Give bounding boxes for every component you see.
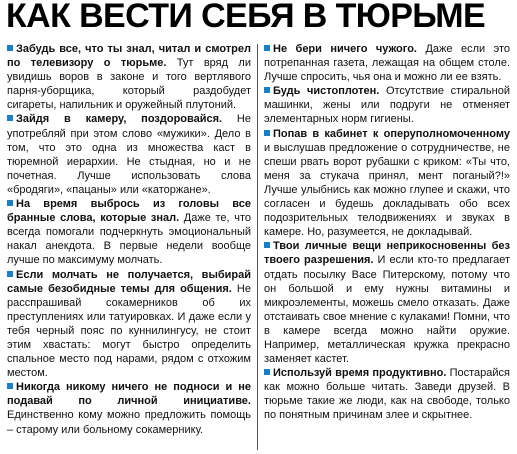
tip-paragraph	[264, 84, 510, 126]
tip-body: Даже те, что всегда помогали подчеркнуть эмоциональный накал анекдота. В первые недели вообще лучше по максимуму молчать.	[7, 212, 251, 267]
square-bullet-icon	[264, 130, 270, 136]
square-bullet-icon	[264, 87, 270, 93]
tip-body: Тут вряд ли увидишь воров в законе и того вертлявого парня-уборщика, который раздобудет сигареты, напильник и оружейный плутоний.	[7, 57, 251, 112]
tip-lead: Забудь все, что ты знал, читал и смотрел по телевизору о тюрьме.	[7, 43, 251, 70]
tip-body: Не расспрашивай сокамерников об их преступлениях или татуировках. И даже если у тебя черный пояс по куннилингусу, не стоит этим хвастать: могут быстро определить спальное место под нарами, рядом с отхожим местом.	[7, 282, 251, 380]
tip-lead: Зайдя в камеру, поздоровайся.	[16, 113, 223, 126]
square-bullet-icon	[7, 45, 13, 51]
right-column	[264, 42, 510, 423]
tip-lead: Твои личные вещи неприкосновенны без твоего разрешения.	[264, 240, 510, 267]
tip-paragraph	[264, 42, 510, 84]
tip-lead: Будь чистоплотен.	[273, 85, 380, 98]
tip-lead: Не бери ничего чужого.	[273, 43, 417, 55]
square-bullet-icon	[264, 45, 270, 51]
headline: КАК ВЕСТИ СЕБЯ В ТЮРЬМЕ	[6, 0, 486, 35]
tip-paragraph	[264, 239, 510, 366]
square-bullet-icon	[7, 383, 13, 389]
tip-paragraph	[7, 268, 251, 381]
tip-lead: Если молчать не получается, выбирай самые безобидные темы для общения.	[7, 268, 251, 295]
tip-lead: На время выбрось из головы все бранные слова, которые знал.	[7, 198, 251, 225]
square-bullet-icon	[7, 115, 13, 121]
tip-paragraph	[7, 112, 251, 197]
tip-lead: Никогда никому ничего не подноси и не подавай по личной инициативе.	[7, 381, 251, 408]
square-bullet-icon	[7, 200, 13, 206]
tip-body: Даже если это потрепанная газета, лежащая на общем столе. Лучше спросить, чья она и можно ли ее взять.	[264, 43, 510, 84]
tip-paragraph	[7, 380, 251, 436]
left-column	[7, 42, 251, 437]
tip-lead: Используй время продуктивно.	[273, 367, 447, 380]
tip-paragraph	[264, 127, 510, 240]
tip-body: Не употребляй при этом слово «мужики». Дело в том, что это одна из множества каст в тюремной иерархии. Не стыдная, но и не почетная. Лучше использовать слова «бродяги», «пацаны» или «каторжане».	[7, 113, 251, 196]
tip-paragraph	[7, 42, 251, 112]
tip-body: Отсутствие стиральной машинки, жены или подруги не отменяет элементарных норм гигиены.	[264, 85, 510, 126]
square-bullet-icon	[264, 369, 270, 375]
tip-paragraph	[7, 197, 251, 267]
tip-body: и выслушав предложение о сотрудничестве, не спеши рвать ворот рубашки с криком: «Ты что, меня за стукача принял, мент поганый?!» Лучше улыбнись как можно глупее и скажи, что согласен и будешь докладывать обо всех подозрительных телодвижениях и звуках в камере. Но, разумеется, не докладывай.	[264, 141, 510, 239]
square-bullet-icon	[7, 271, 13, 277]
column-divider	[257, 44, 258, 450]
tip-lead: Попав в кабинет к оперуполномоченному	[273, 127, 510, 140]
tip-body: Единственно кому можно предложить помощь – старому или больному сокамернику.	[7, 409, 251, 436]
tip-paragraph	[264, 366, 510, 422]
tip-body: И если кто-то предлагает отдать посылку Васе Питерскому, потому что он большой и ему нужны витамины и микроэлементы, можешь смело отказать. Даже отстаивать свое мнение с кулаками! Помни, что в камере всегда можно найти оружие. Например, металлическая кружка прекрасно заменяет кастет.	[264, 254, 510, 366]
square-bullet-icon	[264, 242, 270, 248]
tip-body: Постарайся как можно больше читать. Заведи друзей. В тюрьме такие же люди, как на свободе, только по понятным причинам злее и скрытнее.	[264, 367, 510, 422]
